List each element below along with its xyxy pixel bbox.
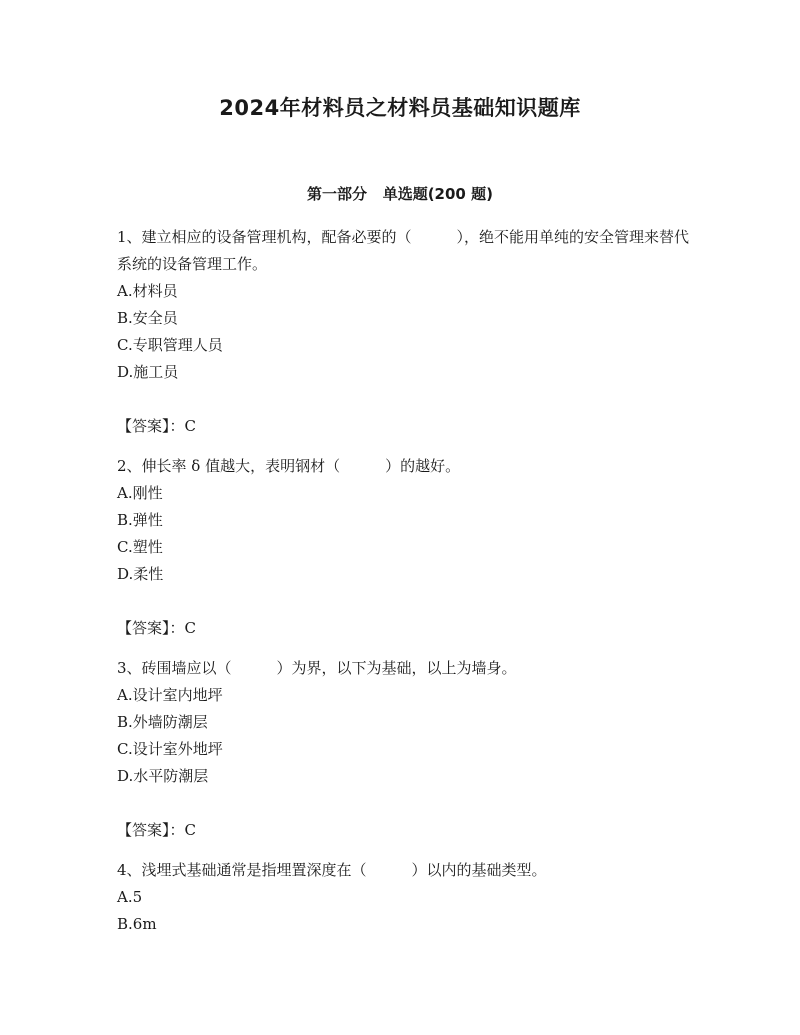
option-a: A.设计室内地坪: [117, 686, 223, 704]
section-title: 第一部分 单选题(200 题): [307, 185, 493, 203]
answer-text: 【答案】：C: [117, 417, 196, 435]
question-2: [117, 453, 697, 642]
option-d: D.施工员: [117, 363, 179, 381]
option-a: A.材料员: [117, 282, 178, 300]
question-stem: 3、砖围墙应以（ ）为界，以下为基础，以上为墙身。: [117, 659, 517, 677]
document-title: 2024年材料员之材料员基础知识题库: [219, 96, 581, 120]
option-a: A.5: [117, 888, 143, 906]
question-stem: 1、建立相应的设备管理机构，配备必要的（ ），绝不能用单纯的安全管理来替代系统的设备管理工作。: [117, 228, 690, 273]
option-d: D.水平防潮层: [117, 767, 209, 785]
answer-text: 【答案】：C: [117, 821, 196, 839]
option-b: B.外墙防潮层: [117, 713, 208, 731]
option-c: C.专职管理人员: [117, 336, 223, 354]
answer-text: 【答案】：C: [117, 619, 196, 637]
question-4: [117, 857, 697, 938]
question-1: [117, 224, 697, 440]
question-3: [117, 655, 697, 844]
option-b: B.安全员: [117, 309, 178, 327]
option-b: B.6m: [117, 915, 157, 933]
question-list: [117, 224, 697, 938]
option-c: C.设计室外地坪: [117, 740, 223, 758]
question-stem: 4、浅埋式基础通常是指埋置深度在（ ）以内的基础类型。: [117, 861, 547, 879]
option-a: A.刚性: [117, 484, 163, 502]
option-b: B.弹性: [117, 511, 163, 529]
option-d: D.柔性: [117, 565, 164, 583]
option-c: C.塑性: [117, 538, 163, 556]
question-stem: 2、伸长率 δ 值越大，表明钢材（ ）的越好。: [117, 457, 461, 475]
